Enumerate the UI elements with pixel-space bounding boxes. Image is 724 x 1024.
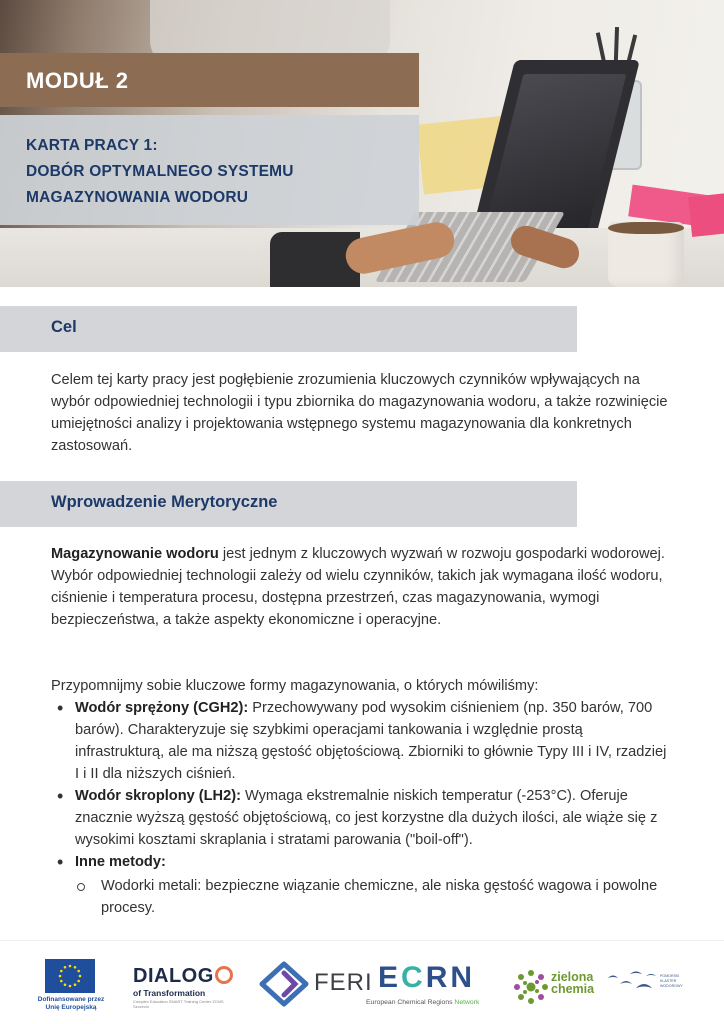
klaster-line-1: POMORSKI bbox=[660, 974, 680, 978]
zielona-line-1: zielona bbox=[551, 970, 594, 984]
dialog-logo-text: DIALOG bbox=[133, 965, 214, 987]
dialog-logo-subtitle: of Transformation bbox=[133, 988, 206, 998]
ecrn-letter-c: C bbox=[401, 961, 426, 994]
klaster-line-2: KLASTER bbox=[660, 979, 677, 983]
sub-list bbox=[75, 875, 671, 919]
list-item-label: Wodór skroplony (LH2): bbox=[75, 788, 241, 804]
footer-logos bbox=[0, 940, 724, 1024]
ecrn-letter-e: E bbox=[378, 961, 402, 994]
storage-forms-block bbox=[51, 675, 671, 919]
section-goal-header bbox=[0, 306, 577, 352]
feri-logo-text: FERI bbox=[314, 969, 373, 996]
zielona-chemia-dots-icon bbox=[513, 969, 549, 1005]
klaster-logo-text bbox=[660, 974, 686, 989]
zielona-line-2: chemia bbox=[551, 982, 595, 996]
ecrn-subtitle-network: Network bbox=[454, 999, 480, 1006]
module-banner bbox=[0, 53, 419, 107]
section-intro-title: Wprowadzenie Merytoryczne bbox=[51, 493, 278, 511]
storage-forms-list bbox=[51, 697, 671, 919]
worksheet-title-line-1: KARTA PRACY 1: bbox=[26, 137, 158, 154]
worksheet-title-line-2: DOBÓR OPTYMALNEGO SYSTEMU bbox=[26, 163, 294, 180]
ecrn-letters-rn: RN bbox=[425, 961, 476, 994]
module-label: MODUŁ 2 bbox=[26, 68, 129, 93]
feri-logo-icon bbox=[258, 961, 310, 1007]
list-item-text: Przechowywany pod wysokim ciśnieniem (np. 350 barów, 700 barów). Charakteryzuje się szybkimi operacjami tankowania i względnie prostą infrastrukturą, ale ma niższą gęstość objętościową. Zbiorniki to głównie Typy III i IV, rzadziej I i II dla niższych ciśnień. bbox=[75, 700, 667, 782]
list-item-label: Wodór sprężony (CGH2): bbox=[75, 700, 249, 716]
list-item bbox=[51, 851, 671, 919]
list-item bbox=[51, 697, 671, 785]
dialog-ring-icon bbox=[215, 966, 233, 984]
intro-text: jest jednym z kluczowych wyzwań w rozwoju gospodarki wodorowej. Wybór odpowiedniej technologii zależy od wielu czynników, takich jak wymagana ilość wodoru, ciśnienie i temperatura procesu, dostępna przestrzeń, czas magazynowania, wymogi bezpieczeństwa, a także aspekty ekonomiczne i operacyjne. bbox=[51, 546, 665, 628]
list-item-label: Inne metody: bbox=[75, 854, 166, 870]
intro-paragraph bbox=[51, 543, 671, 631]
list-item bbox=[51, 785, 671, 851]
list-item-text: Wymaga ekstremalnie niskich temperatur (-253°C). Oferuje znacznie wyższą gęstość objętościową, co jest korzystne dla dużych ilości, ale wiąże się z wysokimi kosztami skraplania i stratami parowania ("boil-off"). bbox=[75, 788, 658, 848]
dialog-logo-fineprint: Complex Education SMART Training Center ZCMS Szczecin bbox=[133, 999, 224, 1009]
section-goal-title: Cel bbox=[51, 318, 77, 336]
intro-bold-term: Magazynowanie wodoru bbox=[51, 546, 219, 562]
section-intro-header bbox=[0, 481, 577, 527]
recall-sentence: Przypomnijmy sobie kluczowe formy magazynowania, o których mówiliśmy: bbox=[51, 678, 539, 694]
worksheet-title-box bbox=[0, 115, 419, 225]
mug-photo-detail bbox=[608, 222, 684, 287]
ecrn-logo-subtitle bbox=[366, 999, 479, 1006]
worksheet-title-line-3: MAGAZYNOWANIA WODORU bbox=[26, 189, 249, 206]
ecrn-logo bbox=[378, 961, 475, 995]
hero-photo bbox=[0, 0, 724, 287]
sub-list-item: Wodorki metali: bezpieczne wiązanie chemiczne, ale niska gęstość wagowa i powolne procesy. bbox=[75, 875, 671, 919]
eu-caption-line-1: Dofinansowane przez bbox=[37, 996, 105, 1003]
klaster-line-3: WODOROWY bbox=[660, 984, 683, 988]
eu-flag-icon bbox=[45, 959, 95, 993]
zielona-chemia-logo-text bbox=[551, 971, 594, 995]
ecrn-subtitle-main: European Chemical Regions bbox=[366, 999, 455, 1006]
eu-caption bbox=[36, 996, 106, 1012]
goal-paragraph: Celem tej karty pracy jest pogłębienie zrozumienia kluczowych czynników wpływających na wybór odpowiedniej technologii i typu zbiornika do magazynowania wodoru, a także rozwinięcie umiejętności analizy i projektowania wstępnego systemu magazynowania dla konkretnych zastosowań. bbox=[51, 372, 668, 454]
sticky-note-2 bbox=[688, 193, 724, 237]
birds-logo-icon bbox=[606, 968, 658, 998]
dialog-logo bbox=[133, 965, 233, 988]
eu-caption-line-2: Unię Europejską bbox=[45, 1004, 97, 1011]
